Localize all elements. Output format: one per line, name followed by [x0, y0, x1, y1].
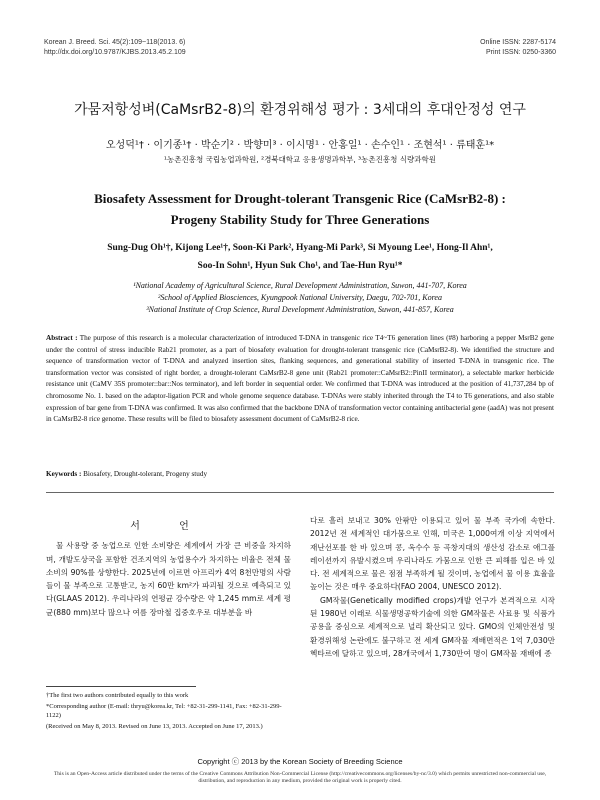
keywords-text: Biosafety, Drought-tolerant, Progeny study — [83, 470, 208, 478]
english-authors-line2: Soo-In Sohn¹, Hyun Suk Cho¹, and Tae-Hun Ryu¹* — [197, 261, 403, 271]
license-notice: This is an Open-Access article distributed under the terms of the Creative Commons Attribution Non-Commercial License (http://creativecommons.org/licenses/by-nc/3.0) which permits unrestricted non-commercial use, distribution, and reproduction in any medium, provided the original work is properly cited. — [53, 771, 547, 784]
footnote-corresponding-author: *Corresponding author (E-mail: thryu@korea.kr, Tel: +82-31-299-1141, Fax: +82-31-299-1122) — [46, 702, 282, 720]
english-authors — [50, 239, 550, 275]
section-divider — [46, 492, 554, 493]
footnote-equal-contribution: †The first two authors contributed equally to this work — [46, 692, 189, 699]
footnotes — [46, 691, 291, 732]
intro-paragraph-2: 다로 흘러 보내고 30% 안팎만 이용되고 있어 물 부족 국가에 속한다. 2012년 전 세계적인 대가뭄으로 인해, 미국은 1,000여개 이상 지역에서 재난선포를 한 바 있으며 콩, 옥수수 등 곡창지대의 생산성 감소로 애그플레이션까지 유발시켰으며 우리나라도 가뭄으로 인한 큰 피해를 입은 바 있다. 전 세계적으로 물은 점점 부족하게 될 것이며, 농업에서 물 이용 효율을 높이는 것은 매우 중요하다(FAO 2004, UNESCO 2012). — [310, 516, 555, 592]
online-issn: Online ISSN: 2287-5174 — [480, 39, 556, 46]
korean-title: 가뭄저항성벼(CaMsrB2-8)의 환경위해성 평가 : 3세대의 후대안정성 연구 — [74, 102, 526, 118]
keywords-label: Keywords : — [46, 470, 82, 478]
right-column — [310, 514, 555, 660]
issn-header — [480, 38, 556, 58]
intro-paragraph-1: 물 사용량 중 농업으로 인한 소비량은 세계에서 가장 큰 비중을 차지하며, 개발도상국을 포함한 건조지역의 농업용수가 차지하는 비율은 전체 물 소비의 90%를 상향한다. 2025년에 이르면 아프리카 4억 8천만명의 사람들이 물 부족으로 고통받고, 농지 60만 km²가 파괴될 것으로 예측되고 있다(GLAAS 2012). 우리나라의 연평균 강수량은 약 1,245 mm로 세계 평균(880 mm)보다 많으나 여름 장마철 집중호우로 대부분을 바 — [46, 541, 291, 617]
footnote-divider — [46, 686, 196, 687]
doi-link[interactable]: http://dx.doi.org/10.9787/KJBS.2013.45.2.109 — [44, 49, 186, 56]
abstract-text: The purpose of this research is a molecular characterization of introduced T-DNA in transgenic rice T4~T6 generation lines (#8) harboring a pepper MsrB2 gene under the control of stress inducible Rab21 promoter, as a part of biosafety evaluation for drought-tolerant transgenic rice (CaMsrB2-8). We identified the structure and sequence of transformation vector of T-DNA and analyzed insertion sites, flanking sequences, and generational stability of inserted T-DNA in transgenic rice. The transformation vector was consisted of right border, a drought-tolerant CaMsrB2-8 gene unit (Rab21 promoter::CaMsrB2::PinII terminator), a selectable marker herbicide resistance unit (CaMV 35S promoter::bar::Nos terminator), and left border in sequential order. We confirmed that T-DNA was introduced at the position of 41,737,284 bp of chromosome No. 1. based on the adaptor-ligation PCR and whole genome sequence database. T-DNAs were stably inherited through the T4 to T6 generations, and also stable expression of bar gene from T-DNA was confirmed. It was also confirmed that the backbone DNA of transformation vector containing antibacterial gene (aadA) was not present in CaMsrB2-8 rice genome. These results will be filed to biosafety assessment document of CaMsrB2-8 rice. — [46, 334, 554, 424]
footnote-received-dates: (Received on May 8, 2013. Revised on June 13, 2013. Accepted on June 17, 2013.) — [46, 722, 263, 730]
korean-affiliations: ¹농촌진흥청 국립농업과학원, ²경북대학교 응용생명과학부, ³농촌진흥청 식량과학원 — [163, 155, 437, 164]
print-issn: Print ISSN: 0250-3360 — [485, 49, 556, 56]
english-title-line1: Biosafety Assessment for Drought-tolerant Transgenic Rice (CaMsrB2-8) : — [94, 191, 506, 206]
left-column — [46, 520, 291, 619]
affiliation-1: ¹National Academy of Agricultural Science, Rural Development Administration, Suwon, 441-707, Korea — [133, 281, 467, 290]
section-heading: 서 언 — [130, 521, 207, 532]
affiliation-2: ²School of Applied Biosciences, Kyungpook National University, Daegu, 702-701, Korea — [158, 293, 442, 302]
korean-authors: 오성덕¹† · 이기종¹† · 박순기² · 박향미³ · 이시명¹ · 안홍일¹ · 손수인¹ · 조현석¹ · 류태훈¹* — [105, 140, 495, 151]
english-affiliations — [50, 280, 550, 316]
affiliation-3: ³National Institute of Crop Science, Rural Development Administration, Suwon, 441-857, Korea — [146, 305, 454, 314]
abstract — [46, 333, 554, 426]
journal-citation: Korean J. Breed. Sci. 45(2):109~118(2013. 6) — [44, 39, 186, 46]
english-authors-line1: Sung-Dug Oh¹†, Kijong Lee¹†, Soon-Ki Park², Hyang-Mi Park³, Si Myoung Lee¹, Hong-Il Ahn¹, — [107, 243, 493, 253]
intro-paragraph-3: GM작물(Genetically modified crops)개발 연구가 본격적으로 시작된 1980년 이래로 식물생명공학기술에 의한 GM작물은 사료용 및 식품가공용을 중심으로 세계적으로 널리 확산되고 있다. GMO의 인체안전성 및 환경위해성 논란에도 불구하고 전 세계 GM작물 재배면적은 1억 7,030만 헥타르에 달하고 있으며, 28개국에서 1,730만여 명이 GM작물 재배에 종 — [310, 595, 555, 658]
abstract-label: Abstract : — [46, 334, 78, 342]
english-title — [50, 188, 550, 230]
journal-header — [44, 38, 186, 58]
keywords — [46, 470, 554, 478]
english-title-line2: Progeny Stability Study for Three Generations — [170, 212, 430, 227]
copyright-notice: Copyright ⓒ 2013 by the Korean Society of Breeding Science — [197, 757, 403, 766]
